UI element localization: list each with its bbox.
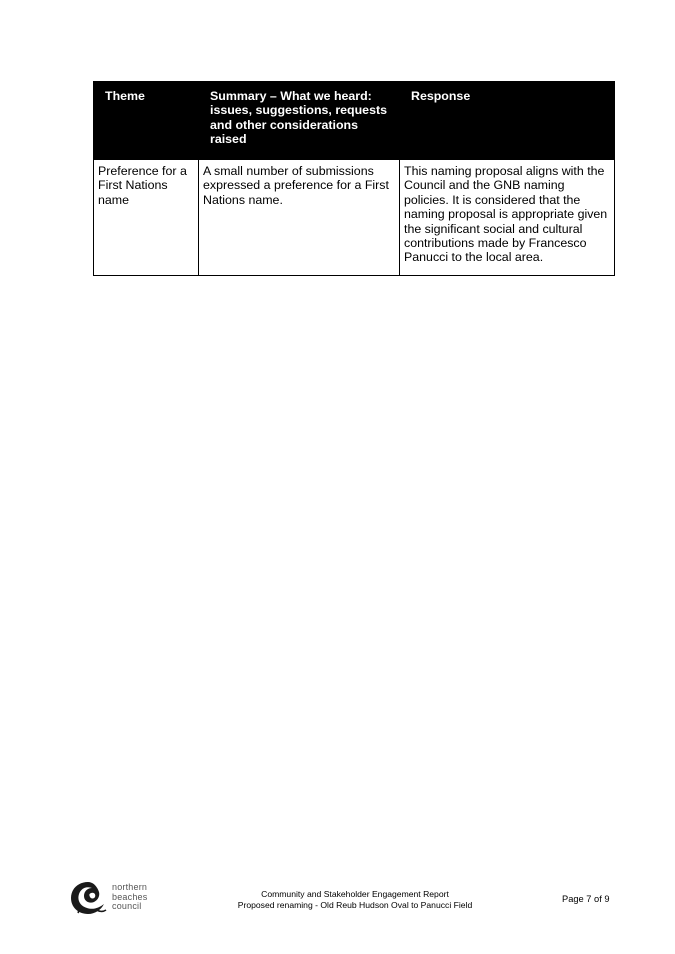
footer-report-title: Community and Stakeholder Engagement Report bbox=[261, 889, 449, 899]
logo-line-1: northern bbox=[112, 882, 148, 892]
footer-report-info bbox=[200, 889, 510, 910]
logo-line-2: beaches bbox=[112, 891, 148, 902]
page-number: Page 7 of 9 bbox=[562, 894, 610, 904]
header-response: Response bbox=[400, 82, 615, 160]
footer-report-subtitle: Proposed renaming - Old Reub Hudson Oval to Panucci Field bbox=[237, 899, 473, 910]
logo-line-3: council bbox=[112, 901, 142, 911]
cell-theme: Preference for a First Nations name bbox=[94, 160, 199, 276]
header-summary: Summary – What we heard: issues, suggestions, requests and other considerations raised bbox=[199, 82, 400, 160]
table-row bbox=[94, 160, 615, 276]
council-logo-icon bbox=[68, 879, 108, 917]
cell-response: This naming proposal aligns with the Council and the GNB naming policies. It is considered that the naming proposal is appropriate given the significant social and cultural contributions made by Francesco Panucci to the local area. bbox=[400, 160, 615, 276]
table-header-row bbox=[94, 82, 615, 160]
engagement-feedback-table bbox=[93, 81, 615, 276]
cell-summary: A small number of submissions expressed a preference for a First Nations name. bbox=[199, 160, 400, 276]
council-logo-text bbox=[112, 883, 147, 912]
header-theme: Theme bbox=[94, 82, 199, 160]
